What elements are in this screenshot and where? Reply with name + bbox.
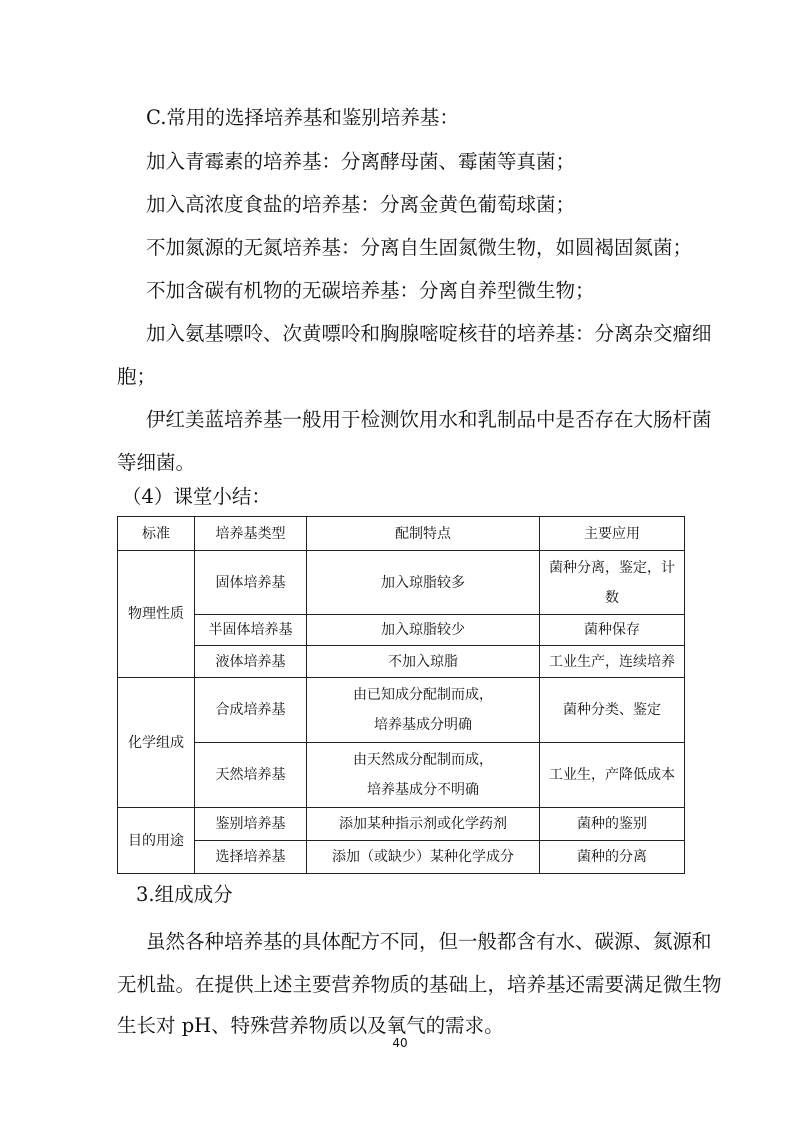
section-3-line-1: 虽然各种培养基的具体配方不同，但一般都含有水、碳源、氮源和 [146, 930, 712, 953]
cell-feature [307, 743, 540, 808]
cell-feature: 加入琼脂较多 [307, 551, 540, 615]
selective-media-heading: C.常用的选择培养基和鉴别培养基： [146, 106, 459, 129]
cell-feature: 加入琼脂较少 [307, 615, 540, 646]
cell-type: 液体培养基 [195, 646, 307, 678]
paragraph-carbon-free: 不加含碳有机物的无碳培养基：分离自养型微生物； [146, 279, 595, 302]
cell-application: 菌种分类、鉴定 [540, 678, 685, 743]
paragraph-hat-medium: 加入氨基嘌呤、次黄嘌呤和胸腺嘧啶核苷的培养基：分离杂交瘤细 [146, 322, 712, 345]
header-standard: 标准 [118, 517, 195, 551]
cell-application-line2: 数 [605, 589, 619, 606]
cell-type: 合成培养基 [195, 678, 307, 743]
page-number: 40 [392, 1036, 408, 1050]
group-chemical: 化学组成 [118, 678, 195, 808]
cell-type: 天然培养基 [195, 743, 307, 808]
paragraph-emb-medium-cont: 等细菌。 [117, 451, 196, 474]
cell-type: 固体培养基 [195, 551, 307, 615]
table-row [118, 808, 685, 841]
section-3-line-2: 无机盐。在提供上述主要营养物质的基础上，培养基还需要满足微生物 [117, 973, 722, 996]
summary-heading: （4）课堂小结： [122, 485, 271, 508]
table-header-row [118, 517, 685, 551]
section-3-heading: 3.组成成分 [136, 883, 233, 906]
paragraph-hat-medium-cont: 胞； [117, 365, 157, 388]
table-row [118, 551, 685, 615]
table-row [118, 743, 685, 808]
summary-table [117, 516, 685, 874]
cell-feature-line2: 培养基成分不明确 [367, 782, 479, 798]
cell-feature-line2: 培养基成分明确 [374, 717, 472, 733]
table-row [118, 678, 685, 743]
table-row [118, 646, 685, 678]
header-feature: 配制特点 [307, 517, 540, 551]
cell-feature [307, 678, 540, 743]
cell-feature: 添加某种指示剂或化学药剂 [307, 808, 540, 841]
paragraph-nitrogen-free: 不加氮源的无氮培养基：分离自生固氮微生物，如圆褐固氮菌； [146, 236, 693, 259]
cell-type: 半固体培养基 [195, 615, 307, 646]
cell-application: 工业生产，连续培养 [540, 646, 685, 678]
cell-application-line1: 菌种分离，鉴定，计 [549, 559, 675, 576]
cell-feature-line1: 由天然成分配制而成， [353, 752, 493, 768]
cell-type: 选择培养基 [195, 841, 307, 874]
cell-feature: 添加（或缺少）某种化学成分 [307, 841, 540, 874]
paragraph-salt: 加入高浓度食盐的培养基：分离金黄色葡萄球菌； [146, 193, 576, 216]
cell-application: 菌种的分离 [540, 841, 685, 874]
paragraph-emb-medium: 伊红美蓝培养基一般用于检测饮用水和乳制品中是否存在大肠杆菌 [146, 408, 712, 431]
section-3-line-3: 生长对 pH、特殊营养物质以及氧气的需求。 [117, 1014, 504, 1037]
cell-feature: 不加入琼脂 [307, 646, 540, 678]
group-purpose: 目的用途 [118, 808, 195, 874]
cell-feature-line1: 由已知成分配制而成， [353, 687, 493, 703]
cell-type: 鉴别培养基 [195, 808, 307, 841]
cell-application [540, 551, 685, 615]
table-row [118, 841, 685, 874]
header-medium-type: 培养基类型 [195, 517, 307, 551]
cell-application: 菌种的鉴别 [540, 808, 685, 841]
table-row [118, 615, 685, 646]
group-physical: 物理性质 [118, 551, 195, 678]
cell-application: 菌种保存 [540, 615, 685, 646]
header-application: 主要应用 [540, 517, 685, 551]
paragraph-penicillin: 加入青霉素的培养基：分离酵母菌、霉菌等真菌； [146, 150, 576, 173]
cell-application: 工业生，产降低成本 [540, 743, 685, 808]
